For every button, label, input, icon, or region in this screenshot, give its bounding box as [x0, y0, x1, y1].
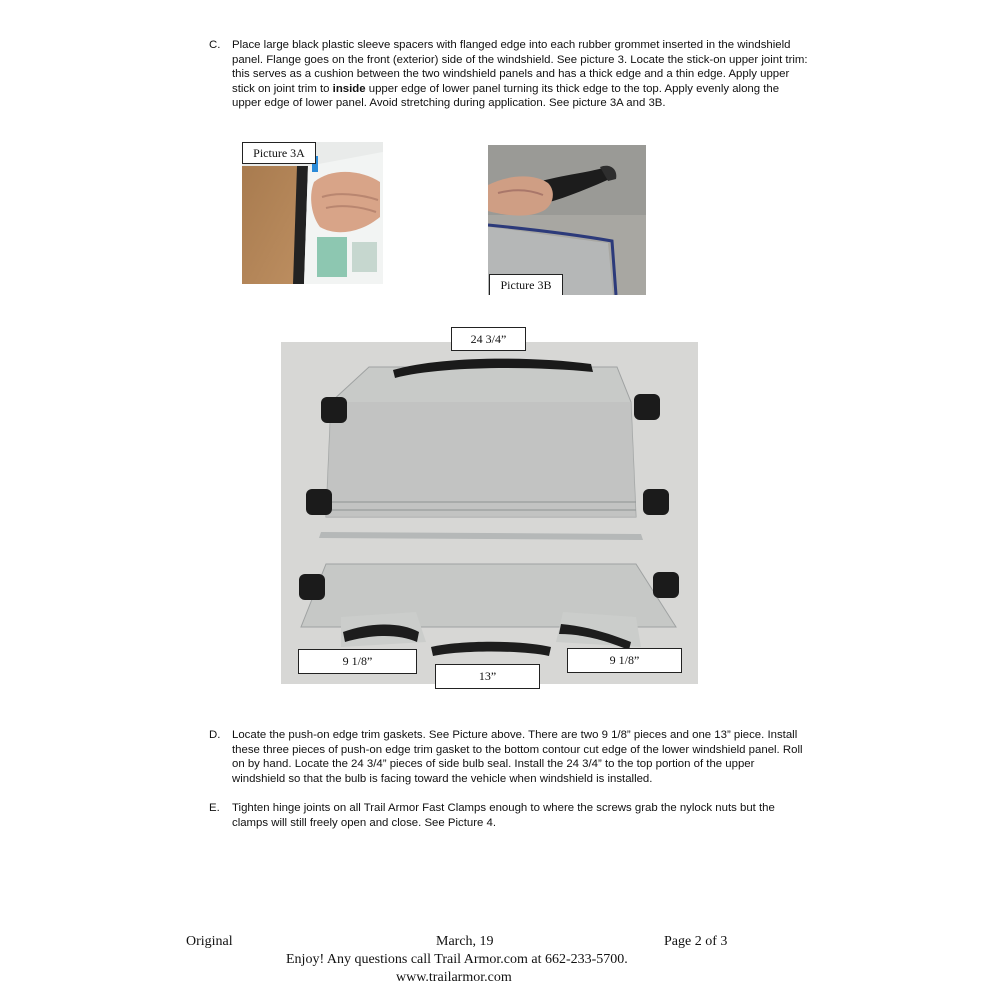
footer-website: www.trailarmor.com [396, 970, 512, 985]
step-c-text: Place large black plastic sleeve spacers with flanged edge into each rubber grommet inserted in the windshield panel. Flange goes on the front (exterior) side of the windshield. See picture 3. Locate the stick-on upper joint trim: this serves as a cushion between the two windshield panels and has a thick edge and a thin edge. Apply upper stick on joint trim to inside upper edge of lower panel turning its thick edge to the top. Apply evenly along the upper edge of lower panel. Avoid stretching during application. See picture 3A and 3B. [232, 39, 808, 110]
label-24-3-4: 24 3/4” [451, 327, 526, 351]
step-c-emphasis: inside [332, 82, 366, 95]
windshield-photo [281, 332, 698, 684]
label-9-1-8-right: 9 1/8” [567, 648, 682, 673]
step-e [209, 801, 809, 830]
step-c-letter: C. [209, 39, 221, 51]
footer-contact: Enjoy! Any questions call Trail Armor.com at 662-233-5700. [286, 952, 628, 967]
step-e-letter: E. [209, 802, 220, 814]
footer-page: Page 2 of 3 [664, 934, 728, 949]
label-13: 13” [435, 664, 540, 689]
picture-3a [242, 142, 383, 284]
picture-3a-caption: Picture 3A [242, 142, 316, 164]
footer-version: Original [186, 934, 233, 949]
label-9-1-8-left: 9 1/8” [298, 649, 417, 674]
step-c [209, 38, 809, 111]
windshield-photo-image [281, 342, 698, 684]
step-d-letter: D. [209, 729, 221, 741]
step-d [209, 728, 809, 786]
picture-3b [488, 145, 646, 295]
picture-3b-image [488, 145, 646, 295]
footer-date: March, 19 [436, 934, 494, 949]
step-e-text: Tighten hinge joints on all Trail Armor Fast Clamps enough to where the screws grab the nylock nuts but the clamps will still freely open and close. See Picture 4. [232, 802, 775, 829]
picture-3b-caption: Picture 3B [489, 274, 563, 295]
step-d-text: Locate the push-on edge trim gaskets. See Picture above. There are two 9 1/8” pieces and one 13” piece. Install these three pieces of push-on edge trim gasket to the bottom contour cut edge of the lower windshield panel. Roll on by hand. Locate the 24 3/4” pieces of side bulb seal. Install the 24 3/4” to the top portion of the upper windshield so that the bulb is facing toward the vehicle when windshield is installed. [232, 729, 803, 785]
